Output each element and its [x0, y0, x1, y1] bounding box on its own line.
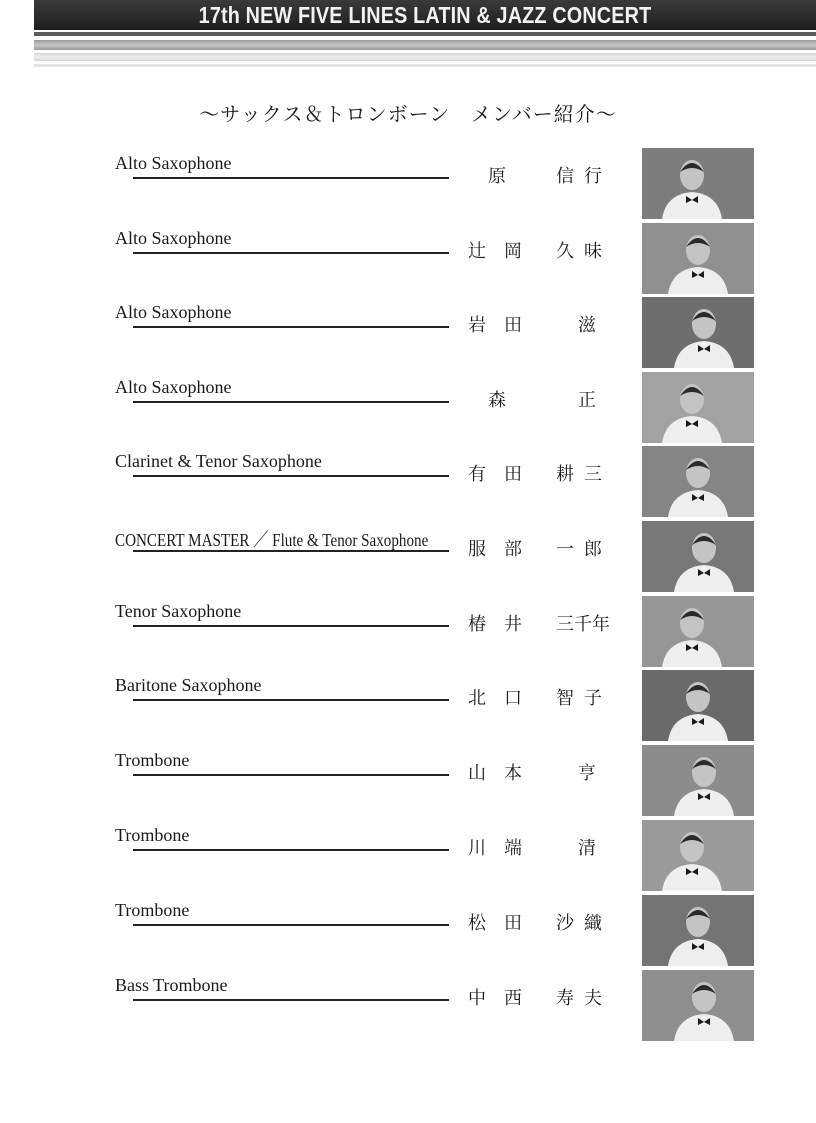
instrument-label: Alto Saxophone	[115, 153, 232, 173]
instrument-label: Trombone	[115, 900, 190, 920]
member-family-name: 辻岡	[468, 241, 540, 261]
member-photo	[642, 670, 754, 741]
member-family-name: 松田	[468, 913, 540, 933]
instrument-label: Alto Saxophone	[115, 377, 232, 397]
member-given-name: 一郎	[556, 539, 612, 559]
member-family-name: 岩田	[468, 315, 540, 335]
portrait-graphic	[642, 372, 754, 443]
member-family-name: 有田	[468, 464, 540, 484]
divider-line	[133, 550, 449, 552]
instrument-label: Alto Saxophone	[115, 302, 232, 322]
member-given-name: 正	[578, 390, 606, 410]
member-given-name: 亨	[578, 763, 606, 783]
divider-line	[133, 849, 449, 851]
portrait-graphic	[642, 895, 754, 966]
member-row	[0, 747, 816, 821]
instrument-label: Bass Trombone	[115, 975, 228, 995]
portrait-graphic	[642, 596, 754, 667]
member-given-name: 沙織	[556, 913, 612, 933]
portrait-graphic	[642, 820, 754, 891]
portrait-graphic	[642, 297, 754, 368]
portrait-graphic	[642, 670, 754, 741]
member-family-name: 山本	[468, 763, 540, 783]
page-title: 17th NEW FIVE LINES LATIN & JAZZ CONCERT	[198, 1, 652, 28]
instrument-label: Trombone	[115, 750, 190, 770]
member-row	[0, 897, 816, 971]
instrument-label: Clarinet & Tenor Saxophone	[115, 451, 322, 471]
instrument-label: Alto Saxophone	[115, 228, 232, 248]
member-photo	[642, 372, 754, 443]
divider-line	[133, 625, 449, 627]
divider-line	[133, 326, 449, 328]
member-row	[0, 448, 816, 522]
instrument-label: Trombone	[115, 825, 190, 845]
portrait-graphic	[642, 745, 754, 816]
divider-line	[133, 774, 449, 776]
member-photo	[642, 745, 754, 816]
divider-line	[133, 699, 449, 701]
instrument-label: Tenor Saxophone	[115, 601, 242, 621]
member-photo	[642, 895, 754, 966]
instrument-label: CONCERT MASTER ／ Flute & Tenor Saxophone	[115, 530, 429, 550]
member-family-name: 北口	[468, 688, 540, 708]
member-family-name: 中西	[468, 988, 540, 1008]
member-row	[0, 598, 816, 672]
member-family-name: 川端	[468, 838, 540, 858]
portrait-graphic	[642, 521, 754, 592]
member-photo	[642, 446, 754, 517]
member-photo	[642, 223, 754, 294]
member-row	[0, 299, 816, 373]
member-photo	[642, 596, 754, 667]
member-row	[0, 822, 816, 896]
member-row	[0, 150, 816, 224]
instrument-label: Baritone Saxophone	[115, 675, 262, 695]
divider-line	[133, 252, 449, 254]
member-given-name: 寿夫	[556, 988, 612, 1008]
member-family-name: 原	[488, 166, 524, 186]
member-given-name: 信行	[556, 166, 612, 186]
header-stripe	[34, 32, 816, 36]
portrait-graphic	[642, 148, 754, 219]
member-given-name: 耕三	[556, 464, 612, 484]
member-given-name: 清	[578, 838, 606, 858]
member-family-name: 森	[488, 390, 524, 410]
member-given-name: 滋	[578, 315, 606, 335]
header-stripe	[34, 40, 816, 50]
portrait-graphic	[642, 223, 754, 294]
section-subtitle: 〜サックス＆トロンボーン メンバー紹介〜	[199, 104, 617, 126]
member-given-name: 三千年	[556, 614, 610, 634]
member-photo	[642, 521, 754, 592]
member-family-name: 服部	[468, 539, 540, 559]
member-row	[0, 672, 816, 746]
member-row	[0, 374, 816, 448]
member-photo	[642, 148, 754, 219]
member-given-name: 智子	[556, 688, 612, 708]
member-row	[0, 972, 816, 1046]
divider-line	[133, 401, 449, 403]
header-stripe	[34, 64, 816, 67]
header-stripe	[34, 53, 816, 61]
member-row	[0, 225, 816, 299]
member-row	[0, 523, 816, 597]
portrait-graphic	[642, 970, 754, 1041]
member-photo	[642, 820, 754, 891]
member-family-name: 椿井	[468, 614, 540, 634]
member-photo	[642, 297, 754, 368]
portrait-graphic	[642, 446, 754, 517]
divider-line	[133, 177, 449, 179]
member-given-name: 久味	[556, 241, 612, 261]
divider-line	[133, 475, 449, 477]
divider-line	[133, 924, 449, 926]
divider-line	[133, 999, 449, 1001]
member-photo	[642, 970, 754, 1041]
